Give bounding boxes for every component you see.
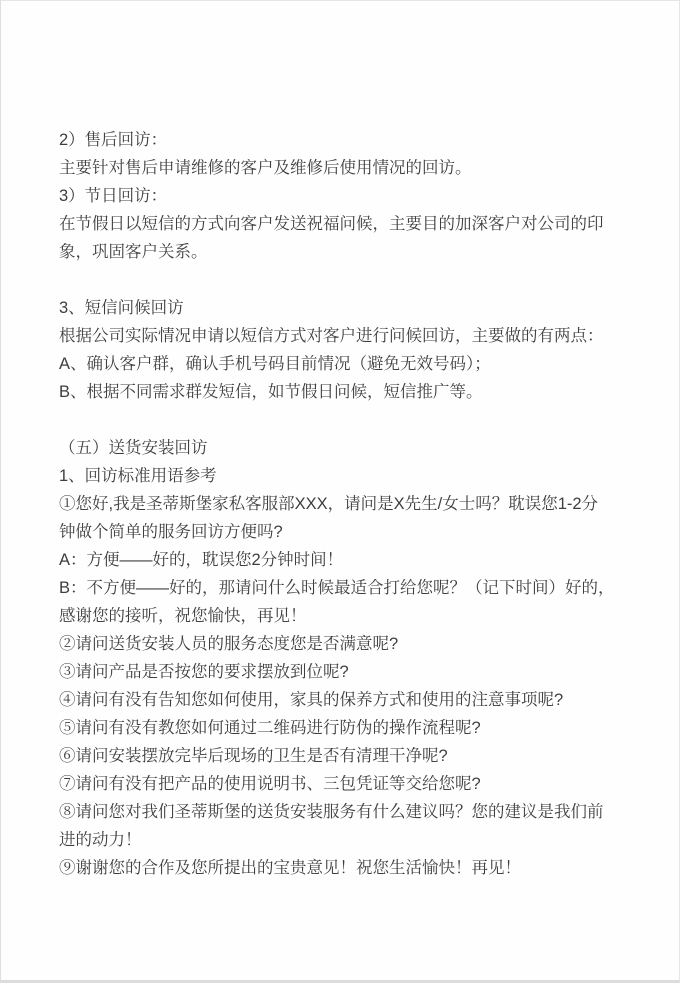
doc-line: ⑨谢谢您的合作及您所提出的宝贵意见！祝您生活愉快！再见！ [59, 859, 521, 877]
doc-line: 象，巩固客户关系。 [59, 243, 208, 261]
doc-line: 3、短信问候回访 [59, 299, 184, 317]
document-text-block [59, 126, 679, 882]
doc-line: 感谢您的接听，祝您愉快，再见！ [59, 607, 307, 625]
doc-line: 3）节日回访： [59, 187, 168, 205]
doc-blank-line [59, 406, 679, 434]
doc-line: 钟做个简单的服务回访方便吗? [59, 523, 283, 541]
doc-line: ④请问有没有告知您如何使用，家具的保养方式和使用的注意事项呢? [59, 691, 564, 709]
doc-line: ⑥请问安装摆放完毕后现场的卫生是否有清理干净呢? [59, 747, 448, 765]
doc-line: （五）送货安装回访 [59, 439, 208, 457]
doc-line: ⑦请问有没有把产品的使用说明书、三包凭证等交给您呢? [59, 775, 481, 793]
doc-line: 根据公司实际情况申请以短信方式对客户进行问候回访，主要做的有两点： [59, 327, 604, 345]
doc-line: 进的动力！ [59, 831, 142, 849]
doc-blank-line [59, 266, 679, 294]
doc-line: A、确认客户群，确认手机号码目前情况（避免无效号码）； [59, 355, 491, 373]
doc-line: ③请问产品是否按您的要求摆放到位呢? [59, 663, 349, 681]
doc-line: 1、回访标准用语参考 [59, 467, 217, 485]
doc-line: ①您好,我是圣蒂斯堡家私客服部XXX，请问是X先生/女士吗？耽误您1-2分 [59, 495, 599, 513]
doc-line: 主要针对售后申请维修的客户及维修后使用情况的回访。 [59, 159, 472, 177]
doc-line: A：方便——好的，耽误您2分钟时间！ [59, 551, 344, 569]
doc-line: 2）售后回访： [59, 131, 168, 149]
doc-line: ②请问送货安装人员的服务态度您是否满意呢? [59, 635, 399, 653]
doc-line: B、根据不同需求群发短信，如节假日问候，短信推广等。 [59, 383, 483, 401]
doc-line: ⑤请问有没有教您如何通过二维码进行防伪的操作流程呢? [59, 719, 481, 737]
doc-line: 在节假日以短信的方式向客户发送祝福问候，主要目的加深客户对公司的印 [59, 215, 604, 233]
doc-line: ⑧请问您对我们圣蒂斯堡的送货安装服务有什么建议吗？您的建议是我们前 [59, 803, 604, 821]
doc-line: B：不方便——好的，那请问什么时候最适合打给您呢？（记下时间）好的， [59, 579, 615, 597]
